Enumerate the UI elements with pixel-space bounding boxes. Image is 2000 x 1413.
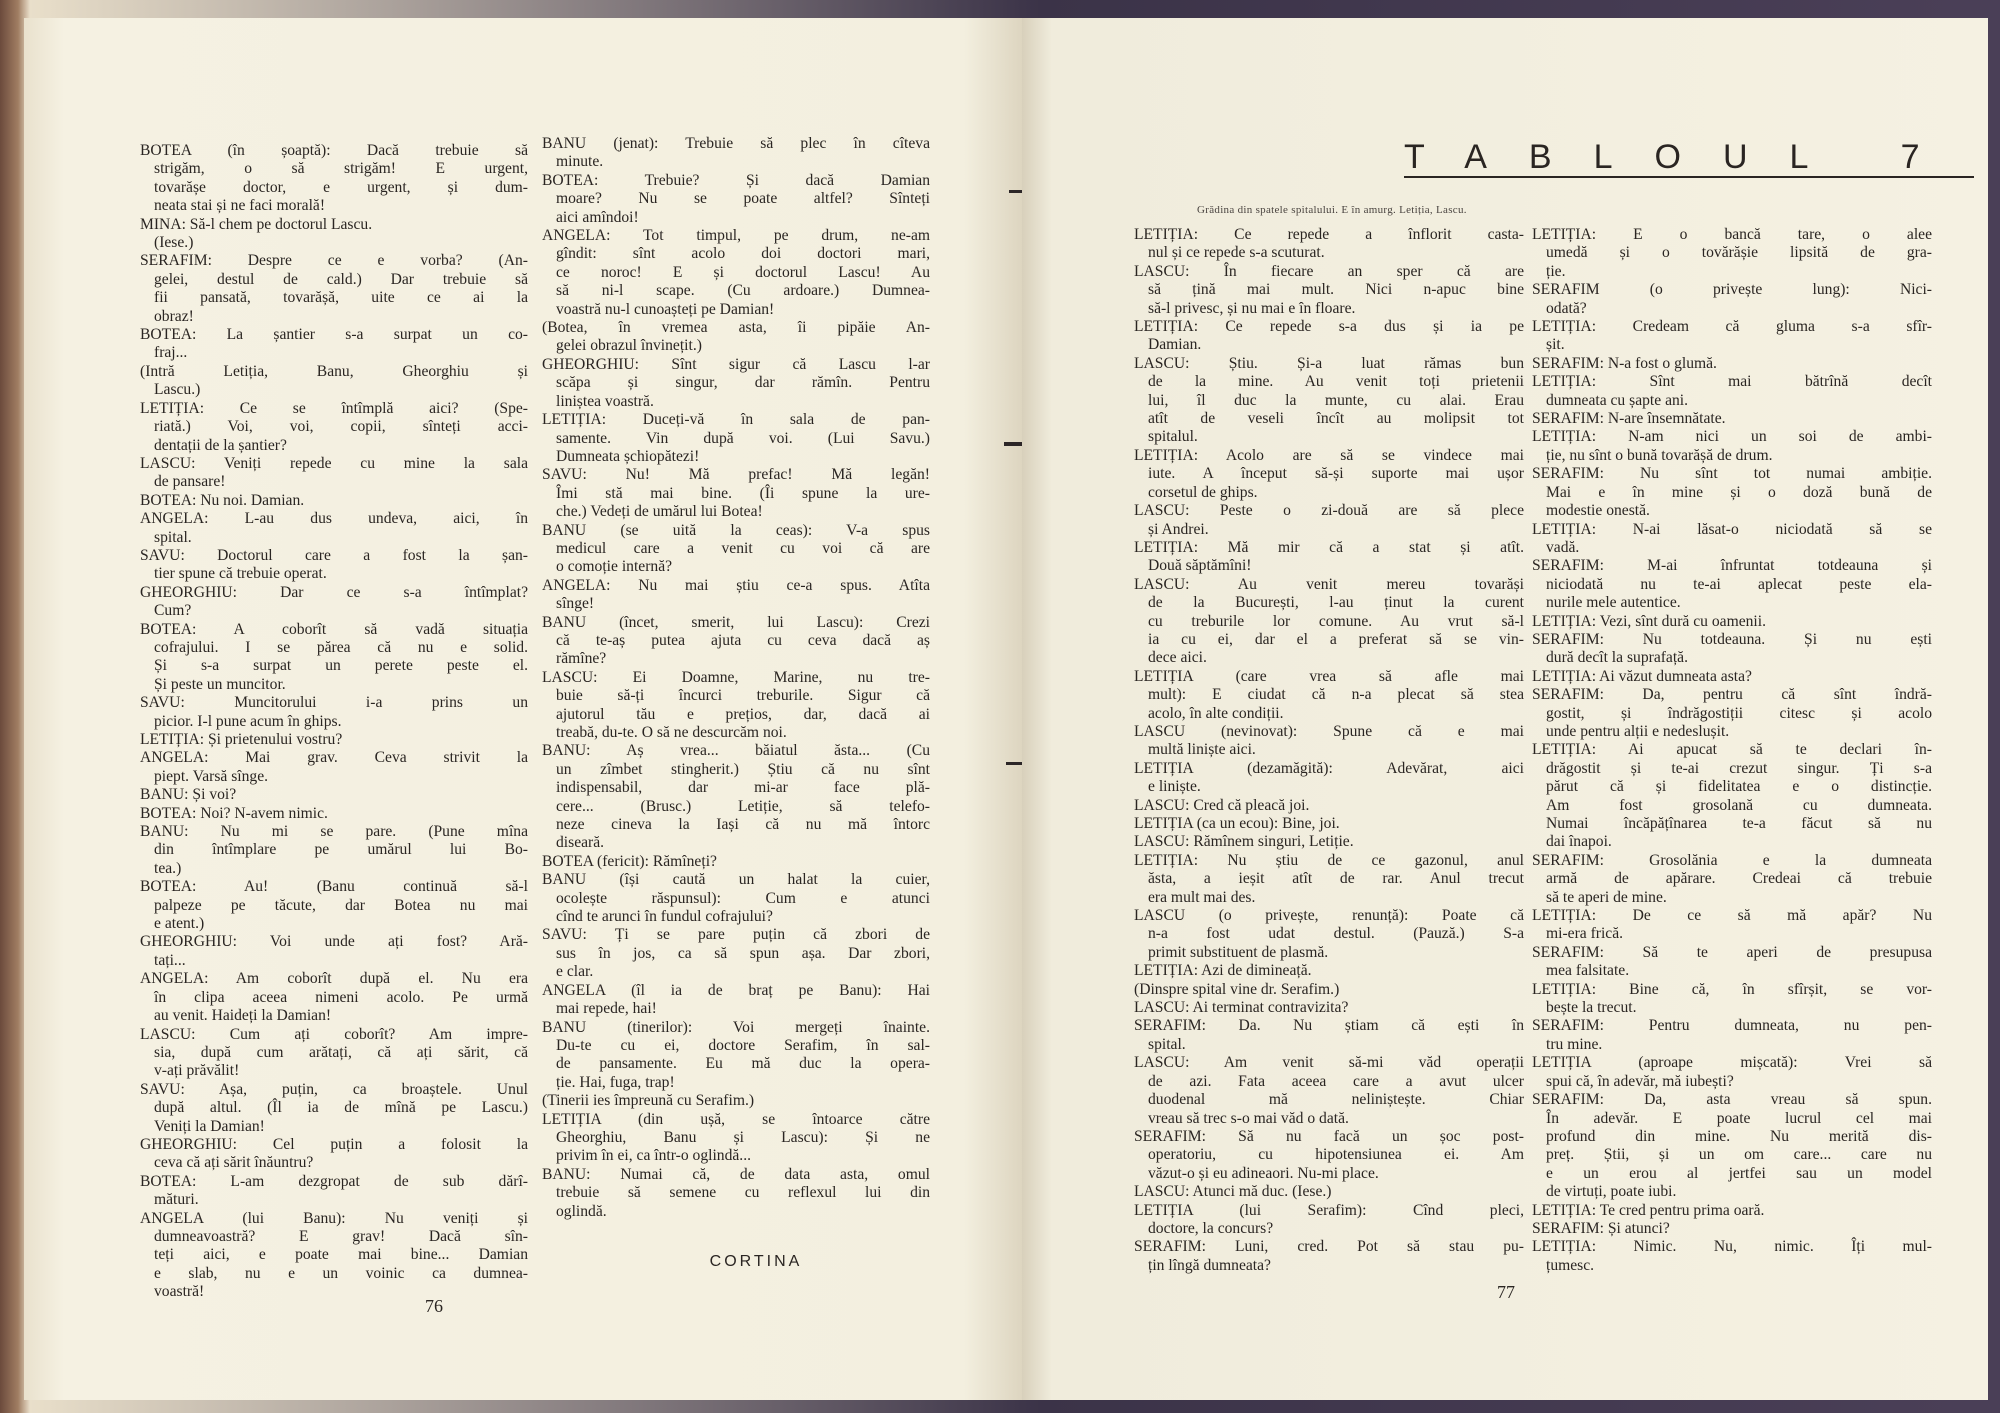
text-line: BANU: Nu mi se pare. (Pune mîna bbox=[140, 823, 528, 841]
text-line: ia cu ei, dar el a preferat să se vin- bbox=[1148, 630, 1524, 648]
text-line: LETIȚIA: Ai văzut dumneata asta? bbox=[1532, 667, 1752, 685]
text-line: mult): E ciudat că n-a plecat să stea bbox=[1148, 686, 1524, 704]
text-line: (Dinspre spital vine dr. Serafim.) bbox=[1134, 980, 1340, 998]
text-line: tier spune că trebuie operat. bbox=[154, 565, 327, 583]
text-line: BOTEA (fericit): Rămîneți? bbox=[542, 852, 717, 870]
text-line: LETIȚIA: Vezi, sînt dură cu oamenii. bbox=[1532, 612, 1766, 630]
text-line: profund din mine. Nu merită dis- bbox=[1546, 1127, 1932, 1145]
text-line: doctore, la concurs? bbox=[1148, 1219, 1274, 1237]
text-line: lui, îl duc la munte, cu alai. Erau bbox=[1148, 391, 1524, 409]
text-line: iute. A început să-și suporte mai ușor bbox=[1148, 465, 1524, 483]
text-line: părut că și fidelitatea e o distincție. bbox=[1546, 778, 1932, 796]
text-line: LETIȚIA: Ce repede s-a dus și ia pe bbox=[1134, 318, 1524, 336]
text-line: LASCU: Ei Doamne, Marine, nu tre- bbox=[542, 668, 930, 686]
text-line: (Intră Letiția, Banu, Gheorghiu și bbox=[140, 362, 528, 380]
text-line: BANU (încet, smerit, lui Lascu): Crezi bbox=[542, 613, 930, 631]
text-line: ANGELA: Tot timpul, pe drum, ne-am bbox=[542, 227, 930, 245]
text-line: SERAFIM: Pentru dumneata, nu pen- bbox=[1532, 1017, 1932, 1035]
text-line: LASCU (nevinovat): Spune că e mai bbox=[1134, 722, 1524, 740]
text-line: sînge! bbox=[556, 595, 595, 613]
text-line: spital. bbox=[154, 528, 192, 546]
text-line: bește la trecut. bbox=[1546, 999, 1637, 1017]
text-line: mături. bbox=[154, 1191, 199, 1209]
text-line: LASCU: Peste o zi-două are să plece bbox=[1134, 502, 1524, 520]
text-line: SAVU: Așa, puțin, ca broaștele. Unul bbox=[140, 1080, 528, 1098]
text-line: cere... (Brusc.) Letiție, să telefo- bbox=[556, 797, 930, 815]
text-line: BOTEA: Nu noi. Damian. bbox=[140, 491, 305, 509]
text-line: văzut-o și eu adineaori. Nu-mi place. bbox=[1148, 1164, 1379, 1182]
text-line: cu treburile lor comune. Au vrut să-l bbox=[1148, 612, 1524, 630]
text-line: SERAFIM: Da. Nu știam că ești în bbox=[1134, 1017, 1524, 1035]
right-page-column-1 bbox=[1134, 226, 1524, 1275]
text-line: LETIȚIA (aproape mișcată): Vrei să bbox=[1532, 1054, 1932, 1072]
binding-stitch-middle bbox=[1004, 442, 1022, 446]
text-line: GHEORGHIU: Voi unde ați fost? Ară- bbox=[140, 933, 528, 951]
text-line: mai repede, hai! bbox=[556, 1000, 657, 1018]
binding-stitch-top bbox=[1009, 190, 1022, 193]
text-line: SERAFIM: Da, pentru că sînt îndră- bbox=[1532, 686, 1932, 704]
text-line: indispensabil, dar mi-ar face plă- bbox=[556, 779, 930, 797]
text-line: ANGELA: Mai grav. Ceva strivit la bbox=[140, 749, 528, 767]
text-line: che.) Vedeți de umărul lui Botea! bbox=[556, 503, 763, 521]
text-line: primit substituent de plasmă. bbox=[1148, 943, 1329, 961]
scene-description: Grădina din spatele spitalului. E în amurg. Letiția, Lascu. bbox=[1197, 204, 1467, 216]
text-line: SERAFIM: Nu sînt tot numai ambiție. bbox=[1532, 465, 1932, 483]
text-line: ție. bbox=[1546, 262, 1566, 280]
text-line: LASCU: Au venit mereu tovarăși bbox=[1134, 575, 1524, 593]
text-line: atît de veseli încît au molipsit tot bbox=[1148, 410, 1524, 428]
text-line: LETIȚIA (lui Serafim): Cînd pleci, bbox=[1134, 1201, 1524, 1219]
text-line: LETIȚIA: Te cred pentru prima oară. bbox=[1532, 1201, 1765, 1219]
text-line: BANU: Aș vrea... băiatul ăsta... (Cu bbox=[542, 742, 930, 760]
text-line: LETIȚIA: Ce repede a înflorit casta- bbox=[1134, 226, 1524, 243]
text-line: fii pansată, tovarășă, uite ce ai la bbox=[154, 289, 528, 307]
text-line: În adevăr. E poate lucrul cel mai bbox=[1546, 1109, 1932, 1127]
text-line: LETIȚIA: N-ai lăsat-o niciodată să se bbox=[1532, 520, 1932, 538]
text-line: armă de apărare. Credeai că trebuie bbox=[1546, 870, 1932, 888]
text-line: dece aici. bbox=[1148, 649, 1207, 667]
page-number-right: 77 bbox=[1497, 1282, 1515, 1302]
text-line: corsetul de ghips. bbox=[1148, 483, 1258, 501]
text-line: un zîmbet stingherit.) Știu că nu sînt bbox=[556, 760, 930, 778]
text-line: LETIȚIA (dezamăgită): Adevărat, aici bbox=[1134, 759, 1524, 777]
text-line: sia, după cum arătați, că ați sărit, că bbox=[154, 1043, 528, 1061]
text-line: LETIȚIA: E o bancă tare, o alee bbox=[1532, 226, 1932, 243]
text-line: (Iese.) bbox=[154, 234, 194, 252]
text-line: gîndit: sînt acolo doi doctori mari, bbox=[556, 245, 930, 263]
text-line: odată? bbox=[1546, 299, 1587, 317]
text-line: că te-aș putea ajuta cu ceva dacă aș bbox=[556, 631, 930, 649]
text-line: SERAFIM: Luni, cred. Pot să stau pu- bbox=[1134, 1238, 1524, 1256]
text-line: GHEORGHIU: Sînt sigur că Lascu l-ar bbox=[542, 355, 930, 373]
text-line: voastră! bbox=[154, 1283, 205, 1301]
text-line: nul și ce repede s-a scuturat. bbox=[1148, 244, 1325, 262]
text-line: SERAFIM: Da, asta vreau să spun. bbox=[1532, 1091, 1932, 1109]
text-line: ANGELA (lui Banu): Nu veniți și bbox=[140, 1209, 528, 1227]
text-line: ANGELA: L-au dus undeva, aici, în bbox=[140, 510, 528, 528]
text-line: dai înapoi. bbox=[1546, 833, 1612, 851]
text-line: mi-era frică. bbox=[1546, 925, 1624, 943]
cortina-label: CORTINA bbox=[709, 1253, 803, 1270]
text-line: LASCU: Știu. Și-a luat rămas bun bbox=[1134, 354, 1524, 372]
text-line: BOTEA: Trebuie? Și dacă Damian bbox=[542, 171, 930, 189]
right-page-column-2 bbox=[1532, 226, 1932, 1275]
text-line: să te aperi de mine. bbox=[1546, 888, 1667, 906]
text-line: vadă. bbox=[1546, 538, 1580, 556]
text-line: LETIȚIA: Și prietenului vostru? bbox=[140, 731, 343, 748]
text-line: în clipa aceea nimeni acolo. Pe urmă bbox=[154, 988, 528, 1006]
text-line: ajutorul tău e prețios, dar, dacă ai bbox=[556, 705, 930, 723]
text-line: BOTEA: Noi? N-avem nimic. bbox=[140, 804, 328, 822]
text-line: treabă, du-te. O să ne descurcăm noi. bbox=[556, 724, 787, 741]
text-line: LETIȚIA: Mă mir că a stat și atît. bbox=[1134, 538, 1524, 556]
text-line: au venit. Haideți la Damian! bbox=[154, 1007, 332, 1025]
text-line: SERAFIM (o privește lung): Nici- bbox=[1532, 281, 1932, 299]
text-line: LETIȚIA (din ușă, se întoarce către bbox=[542, 1110, 930, 1128]
text-line: medicul care a venit cu voi că are bbox=[556, 539, 930, 557]
text-line: Dumneata șchiopătezi! bbox=[556, 447, 700, 465]
text-line: riată.) Voi, voi, copii, sînteți acci- bbox=[154, 418, 528, 436]
text-line: Lascu.) bbox=[154, 381, 201, 399]
text-line: de la București, l-au ținut la curent bbox=[1148, 594, 1524, 612]
text-line: sus în jos, ca să spun așa. Dar zbori, bbox=[556, 944, 930, 962]
text-line: buie să-ți încurci treburile. Sigur că bbox=[556, 687, 930, 705]
text-line: Îmi stă mai bine. (Îi spune la ure- bbox=[556, 484, 930, 502]
text-line: gelei, destul de cald.) Dar trebuie să bbox=[154, 270, 528, 288]
text-line: LETIȚIA: N-am nici un soi de ambi- bbox=[1532, 428, 1932, 446]
text-line: vreau să trec s-o mai văd o dată. bbox=[1148, 1109, 1349, 1127]
text-line: dură decît la suprafață. bbox=[1546, 649, 1689, 667]
text-line: LASCU: Am venit să-mi văd operații bbox=[1134, 1054, 1524, 1072]
text-line: SERAFIM: Nu totdeauna. Și nu ești bbox=[1532, 630, 1932, 648]
text-line: de pansamente. Eu mă duc la opera- bbox=[556, 1055, 930, 1073]
text-line: BOTEA: A coborît să vadă situația bbox=[140, 620, 528, 638]
text-line: ocolește răspunsul): Cum e atunci bbox=[556, 889, 930, 907]
text-line: niciodată nu te-ai aplecat peste ela- bbox=[1546, 575, 1932, 593]
text-line: ce noroc! E și doctorul Lascu! Au bbox=[556, 263, 930, 281]
text-line: LETIȚIA: Ai apucat să te declari în- bbox=[1532, 741, 1932, 759]
text-line: e clar. bbox=[556, 963, 594, 981]
text-line: și Andrei. bbox=[1148, 520, 1209, 538]
text-line: MINA: Să-l chem pe doctorul Lascu. bbox=[140, 215, 373, 233]
text-line: unde pentru alții e nedeslușit. bbox=[1546, 722, 1730, 740]
text-line: piept. Varsă sînge. bbox=[154, 767, 269, 785]
text-line: voastră nu-l cunoașteți pe Damian! bbox=[556, 300, 775, 318]
text-line: BANU: Numai că, de data asta, omul bbox=[542, 1165, 930, 1183]
text-line: SAVU: Ți se pare puțin că zbori de bbox=[542, 926, 930, 944]
text-line: e atent.) bbox=[154, 915, 205, 933]
text-line: LETIȚIA: Bine că, în sfîrșit, se vor- bbox=[1532, 980, 1932, 998]
text-line: aici amîndoi! bbox=[556, 208, 639, 226]
text-line: SERAFIM: M-ai înfruntat totdeauna și bbox=[1532, 557, 1932, 575]
text-line: modestie onestă. bbox=[1546, 502, 1650, 520]
text-line: duodenal mă neliniștește. Chiar bbox=[1148, 1091, 1524, 1109]
text-line: gelei obrazul învinețit.) bbox=[556, 337, 702, 355]
text-line: după altul. (Îl ia de mînă pe Lascu.) bbox=[154, 1099, 528, 1117]
text-line: LASCU: Ai terminat contravizita? bbox=[1134, 999, 1349, 1017]
text-line: Du-te cu ei, doctore Serafim, în sal- bbox=[556, 1036, 930, 1054]
text-line: tea.) bbox=[154, 859, 182, 877]
text-line: SERAFIM: N-are însemnătate. bbox=[1532, 410, 1726, 428]
text-line: GHEORGHIU: Dar ce s-a întîmplat? bbox=[140, 583, 528, 601]
text-line: țumesc. bbox=[1546, 1256, 1595, 1274]
text-line: mea falsitate. bbox=[1546, 962, 1630, 980]
text-line: LETIȚIA (care vrea să afle mai bbox=[1134, 667, 1524, 685]
binding-stitch-bottom bbox=[1006, 762, 1022, 765]
text-line: LASCU: În fiecare an sper că are bbox=[1134, 262, 1524, 280]
text-line: e un erou al jertfei sau un model bbox=[1546, 1164, 1932, 1182]
text-line: BOTEA: L-am dezgropat de sub dărî- bbox=[140, 1172, 528, 1190]
text-line: LETIȚIA: Credeam că gluma s-a sfîr- bbox=[1532, 318, 1932, 336]
text-line: gostit, și îndrăgostiții citesc și acolo bbox=[1546, 704, 1932, 722]
text-line: LETIȚIA: Duceți-vă în sala de pan- bbox=[542, 411, 930, 429]
text-line: e slab, nu e un voinic ca dumnea- bbox=[154, 1264, 528, 1282]
text-line: șit. bbox=[1546, 336, 1565, 354]
text-line: Veniți la Damian! bbox=[154, 1117, 265, 1135]
text-line: SERAFIM: Să te aperi de presupusa bbox=[1532, 943, 1932, 961]
text-line: BOTEA: Au! (Banu continuă să-l bbox=[140, 878, 528, 896]
text-line: BANU: Și voi? bbox=[140, 786, 237, 804]
text-line: BANU (jenat): Trebuie să plec în cîteva bbox=[542, 135, 930, 152]
text-line: teți aici, e poate mai bine... Damian bbox=[154, 1246, 528, 1264]
text-line: Și peste un muncitor. bbox=[154, 675, 286, 693]
text-line: fraj... bbox=[154, 344, 188, 362]
text-line: Două săptămîni! bbox=[1148, 557, 1252, 575]
text-line: LASCU: Atunci mă duc. (Iese.) bbox=[1134, 1183, 1332, 1201]
text-line: SAVU: Muncitorului i-a prins un bbox=[140, 694, 528, 712]
text-line: dentații de la șantier? bbox=[154, 436, 287, 454]
text-line: oglindă. bbox=[556, 1202, 607, 1220]
text-line: de la mine. Au venit toți prietenii bbox=[1148, 373, 1524, 391]
text-line: LETIȚIA: Ce se întîmplă aici? (Spe- bbox=[140, 399, 528, 417]
text-line: samente. Vin după voi. (Lui Savu.) bbox=[556, 429, 930, 447]
text-line: să-l privesc, și nu mai e în floare. bbox=[1148, 299, 1356, 317]
text-line: SERAFIM: N-a fost o glumă. bbox=[1532, 354, 1717, 372]
text-line: să țină mai mult. Nici n-apuc bine bbox=[1148, 281, 1524, 299]
right-page bbox=[1022, 18, 1988, 1400]
text-line: cînd te arunci în fundul cofrajului? bbox=[556, 908, 773, 926]
text-line: ANGELA: Am coborît după el. Nu era bbox=[140, 970, 528, 988]
text-line: BOTEA (în șoaptă): Dacă trebuie să bbox=[140, 142, 528, 159]
text-line: spitalul. bbox=[1148, 428, 1198, 446]
text-line: ANGELA (îl ia de braț pe Banu): Hai bbox=[542, 981, 930, 999]
text-line: SERAFIM: Și atunci? bbox=[1532, 1219, 1670, 1237]
text-line: umedă și o tovărășie lipsită de gra- bbox=[1546, 244, 1932, 262]
text-line: e liniște. bbox=[1148, 778, 1201, 796]
text-line: LASCU: Cred că pleacă joi. bbox=[1134, 796, 1310, 814]
text-line: rămîne? bbox=[556, 650, 607, 668]
title-underline bbox=[1404, 176, 1974, 178]
text-line: din întîmplare pe umărul lui Bo- bbox=[154, 841, 528, 859]
text-line: era mult mai des. bbox=[1148, 888, 1256, 906]
text-line: LETIȚIA: Nimic. Nu, nimic. Îți mul- bbox=[1532, 1238, 1932, 1256]
text-line: LETIȚIA: Nu știu de ce gazonul, anul bbox=[1134, 851, 1524, 869]
text-line: moare? Nu se poate altfel? Sînteți bbox=[556, 190, 930, 208]
text-line: SERAFIM: Despre ce e vorba? (An- bbox=[140, 252, 528, 270]
text-line: Damian. bbox=[1148, 336, 1202, 354]
text-line: ție. Hai, fuga, trap! bbox=[556, 1073, 675, 1091]
text-line: Numai încăpățînarea te-a făcut să nu bbox=[1546, 815, 1932, 832]
text-line: LETIȚIA: De ce să mă apăr? Nu bbox=[1532, 907, 1932, 925]
text-line: LETIȚIA (ca un ecou): Bine, joi. bbox=[1134, 815, 1340, 832]
text-line: neata stai și ne faci morală! bbox=[154, 197, 326, 215]
text-line: LASCU: Cum ați coborît? Am impre- bbox=[140, 1025, 528, 1043]
text-line: minute. bbox=[556, 153, 604, 171]
text-line: spital. bbox=[1148, 1035, 1186, 1053]
text-line: BANU (tinerilor): Voi mergeți înainte. bbox=[542, 1018, 930, 1036]
text-line: LETIȚIA: Azi de dimineață. bbox=[1134, 962, 1312, 980]
text-line: liniștea voastră. bbox=[556, 392, 654, 410]
text-line: spui că, în adevăr, mă iubești? bbox=[1546, 1072, 1734, 1090]
scene-title: TABLOUL 7 bbox=[1404, 138, 1962, 176]
text-line: Am fost grosolană cu dumneata. bbox=[1546, 796, 1932, 814]
text-line: ție, nu sînt o bună tovarășă de drum. bbox=[1546, 446, 1773, 464]
text-line: LETIȚIA: Sînt mai bătrînă decît bbox=[1532, 373, 1932, 391]
text-line: ăsta, a ieșit atît de rar. Anul trecut bbox=[1148, 870, 1524, 888]
text-line: n-a fost udat destul. (Pauză.) S-a bbox=[1148, 925, 1524, 943]
text-line: tru mine. bbox=[1546, 1035, 1603, 1053]
text-line: BANU (își caută un halat la cuier, bbox=[542, 871, 930, 889]
text-line: SERAFIM: Să nu facă un șoc post- bbox=[1134, 1127, 1524, 1145]
text-line: nurile mele autentice. bbox=[1546, 594, 1681, 612]
text-line: SERAFIM: Grosolănia e la dumneata bbox=[1532, 851, 1932, 869]
text-line: o comoție internă? bbox=[556, 558, 673, 576]
text-line: țin lîngă dumneata? bbox=[1148, 1256, 1271, 1274]
text-line: acolo, în alte condiții. bbox=[1148, 704, 1284, 722]
text-line: LASCU (o privește, renunță): Poate că bbox=[1134, 907, 1524, 925]
text-line: GHEORGHIU: Cel puțin a folosit la bbox=[140, 1135, 528, 1153]
text-line: cofrajului. I se părea că nu e solid. bbox=[154, 638, 528, 656]
text-line: LETIȚIA: Acolo are să se vindece mai bbox=[1134, 446, 1524, 464]
text-line: preț. Știi, și un om care... care nu bbox=[1546, 1146, 1932, 1164]
text-line: de pansare! bbox=[154, 473, 226, 491]
page-number-left: 76 bbox=[425, 1296, 443, 1316]
text-line: scăpa și singur, dar rămîn. Pentru bbox=[556, 374, 930, 392]
text-line: de azi. Fata aceea care a avut ulcer bbox=[1148, 1072, 1524, 1090]
text-line: (Tinerii ies împreună cu Serafim.) bbox=[542, 1092, 755, 1110]
text-line: LASCU: Rămînem singuri, Letiție. bbox=[1134, 833, 1354, 851]
text-line: Și s-a surpat un perete peste el. bbox=[154, 657, 528, 675]
text-line: (Botea, în vremea asta, îi pipăie An- bbox=[542, 319, 930, 337]
text-line: palpeze pe tăcute, dar Botea nu mai bbox=[154, 896, 528, 914]
text-line: drăgostit și te-ai crezut singur. Ți s-a bbox=[1546, 759, 1932, 777]
text-line: trebuie să semene cu reflexul lui din bbox=[556, 1184, 930, 1202]
text-line: picior. I-l pune acum în ghips. bbox=[154, 712, 342, 730]
left-page bbox=[24, 18, 1022, 1400]
left-page-column-1 bbox=[140, 142, 528, 1302]
text-line: operatoriu, cu hipotensiunea ei. Am bbox=[1148, 1146, 1524, 1164]
text-line: tovarășe doctor, e urgent, și dum- bbox=[154, 178, 528, 196]
text-line: Cum? bbox=[154, 602, 192, 620]
text-line: BOTEA: La șantier s-a surpat un co- bbox=[140, 326, 528, 344]
text-line: dumneavoastră? E grav! Dacă sîn- bbox=[154, 1227, 528, 1245]
text-line: să ni-l scape. (Cu ardoare.) Dumnea- bbox=[556, 282, 930, 300]
text-line: dumneata cu șapte ani. bbox=[1546, 391, 1689, 409]
text-line: Gheorghiu, Banu și Lascu): Și ne bbox=[556, 1128, 930, 1146]
text-line: strigăm, o să strigăm! E urgent, bbox=[154, 160, 528, 178]
text-line: neze cineva la Iași că nu mă întorc bbox=[556, 816, 930, 834]
text-line: diseară. bbox=[556, 834, 605, 852]
text-line: ceva că ați sărit înăuntru? bbox=[154, 1154, 314, 1172]
text-line: SAVU: Doctorul care a fost la șan- bbox=[140, 546, 528, 564]
text-line: ANGELA: Nu mai știu ce-a spus. Atîta bbox=[542, 576, 930, 594]
text-line: multă liniște aici. bbox=[1148, 741, 1256, 759]
text-line: tați... bbox=[154, 951, 186, 969]
text-line: obraz! bbox=[154, 307, 194, 325]
text-line: privim în ei, ca într-o oglindă... bbox=[556, 1147, 751, 1165]
text-line: v-ați prăvălit! bbox=[154, 1062, 240, 1080]
left-page-column-2 bbox=[542, 135, 930, 1221]
text-line: SAVU: Nu! Mă prefac! Mă legăn! bbox=[542, 466, 930, 484]
text-line: de virtuți, poate iubi. bbox=[1546, 1183, 1677, 1201]
text-line: Mai e în mine și o doză bună de bbox=[1546, 483, 1932, 501]
text-line: LASCU: Veniți repede cu mine la sala bbox=[140, 454, 528, 472]
text-line: BANU (se uită la ceas): V-a spus bbox=[542, 521, 930, 539]
